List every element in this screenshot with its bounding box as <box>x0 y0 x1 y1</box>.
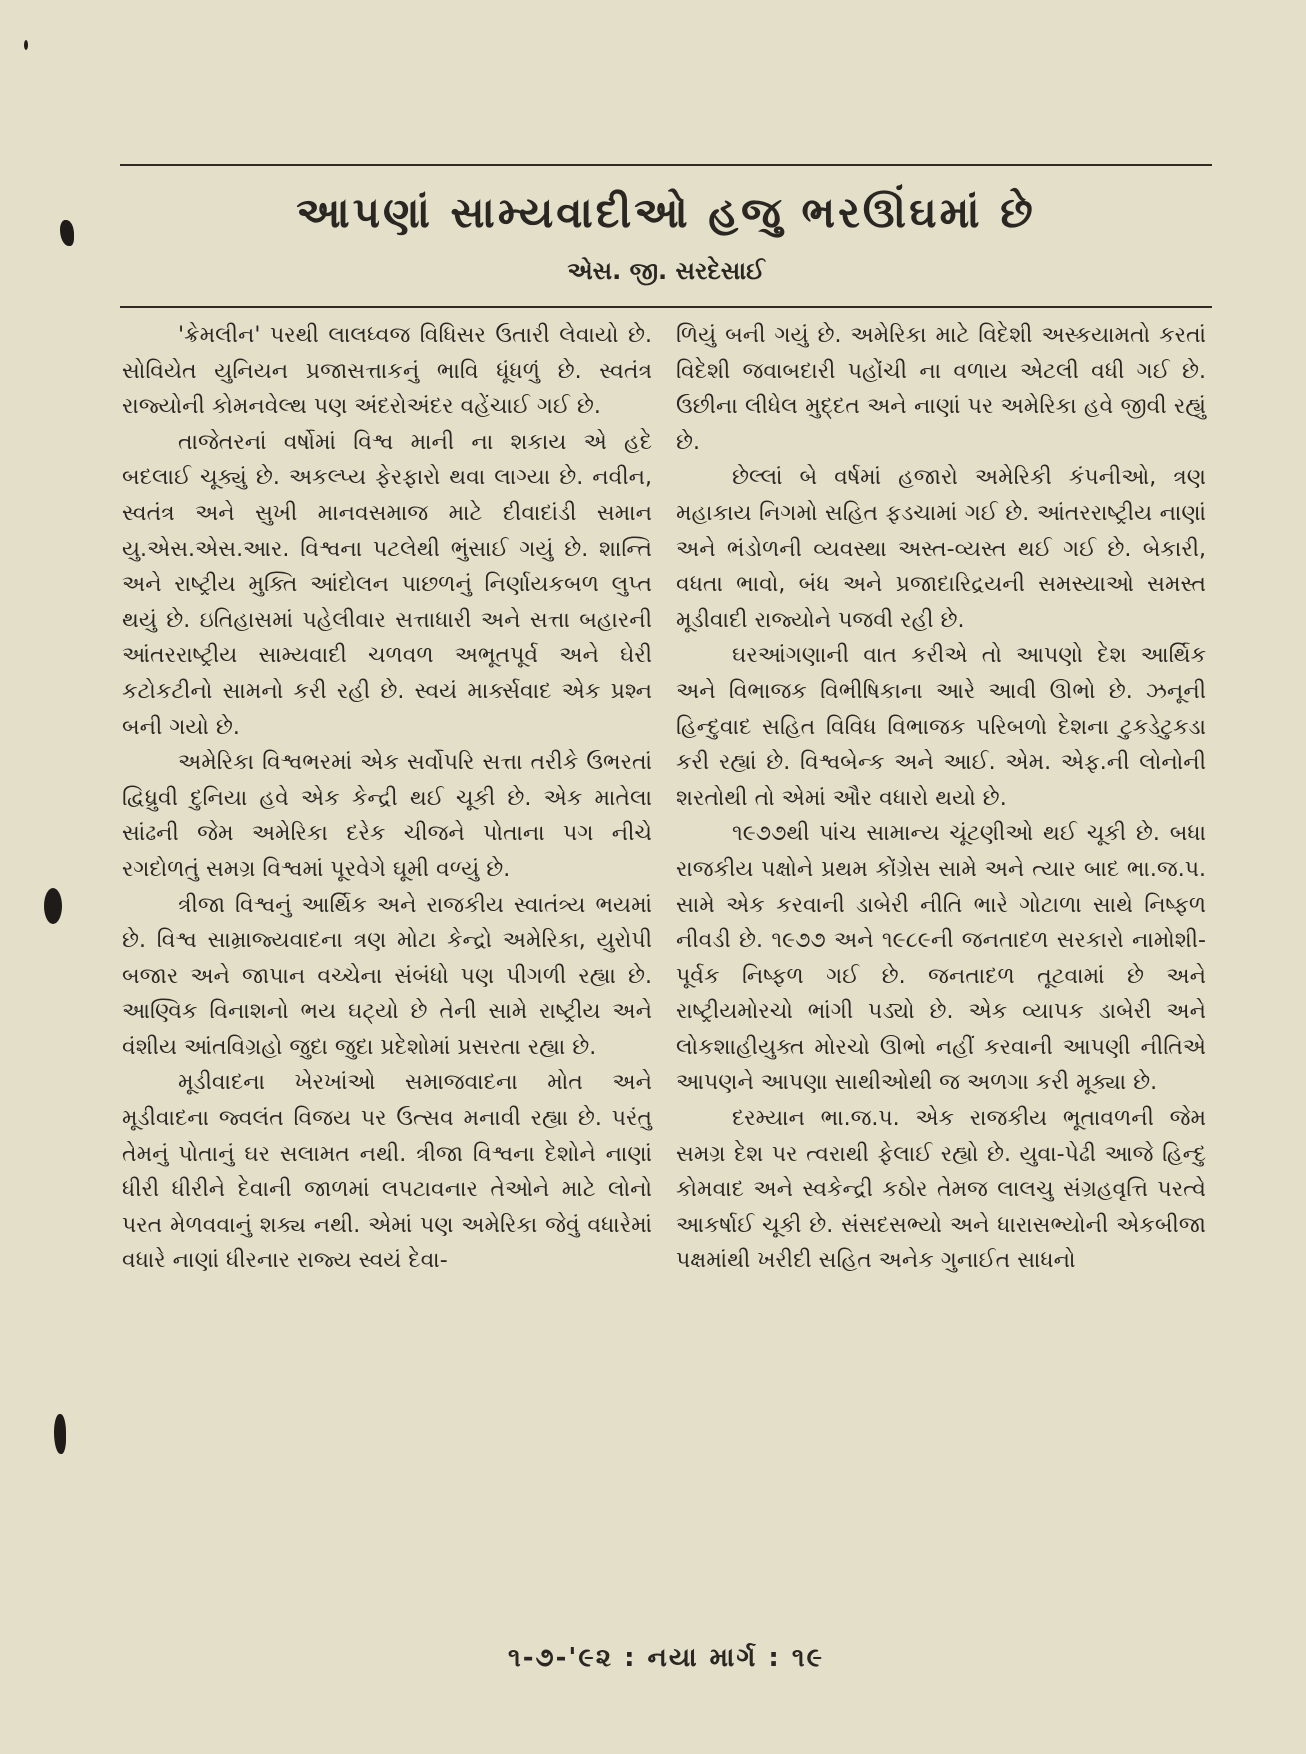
header-rule <box>120 306 1212 308</box>
paragraph: ૧૯૭૭થી પાંચ સામાન્ય ચૂંટણીઓ થઈ ચૂકી છે. બધા રાજકીય પક્ષોને પ્રથમ કોંગ્રેસ સામે અને ત્યાર બાદ ભા.જ.પ. સામે એક કરવાની ડાબેરી નીતિ ભારે ગોટાળા સાથે નિષ્ફળ નીવડી છે. ૧૯૭૭ અને ૧૯૮૯ની જનતાદળ સરકારો નામોશી-પૂર્વક નિષ્ફળ ગઈ છે. જનતાદળ તૂટવામાં છે અને રાષ્ટ્રીયમોરચો ભાંગી પડ્યો છે. એક વ્યાપક ડાબેરી અને લોકશાહીયુક્ત મોરચો ઊભો નહીં કરવાની આપણી નીતિએ આપણને આપણા સાથીઓથી જ અળગા કરી મૂક્યા છે. <box>676 821 1206 1096</box>
article-title: આપણાં સામ્યવાદીઓ હજુ ભરઊંઘમાં છે <box>296 188 1036 237</box>
ink-mark <box>60 220 74 246</box>
ink-mark <box>24 40 28 50</box>
paragraph: છેલ્લાં બે વર્ષમાં હજારો અમેરિકી કંપનીઓ, ત્રણ મહાકાય નિગમો સહિત ફડચામાં ગઈ છે. આંતરરાષ્ટ્રીય નાણાં અને ભંડોળની વ્યવસ્થા અસ્ત-વ્યસ્ત થઈ ગઈ છે. બેકારી, વધતા ભાવો, બંધ અને પ્રજાદારિદ્રયની સમસ્યાઓ સમસ્ત મૂડીવાદી રાજ્યોને પજવી રહી છે. <box>676 465 1206 633</box>
paragraph: ત્રીજા વિશ્વનું આર્થિક અને રાજકીય સ્વાતંત્ર્ય ભયમાં છે. વિશ્વ સામ્રાજ્યવાદના ત્રણ મોટા કેન્દ્રો અમેરિકા, યુરોપી બજાર અને જાપાન વચ્ચેના સંબંધો પણ પીગળી રહ્યા છે. આણ્વિક વિનાશનો ભય ઘટ્યો છે તેની સામે રાષ્ટ્રીય અને વંશીય આંતવિગ્રહો જુદા જુદા પ્રદેશોમાં પ્રસરતા રહ્યા છે. <box>122 892 652 1060</box>
left-column <box>122 318 652 1279</box>
paragraph: દરમ્યાન ભા.જ.પ. એક રાજકીય ભૂતાવળની જેમ સમગ્ર દેશ પર ત્વરાથી ફેલાઈ રહ્યો છે. યુવા-પેઢી આજે હિન્દુ કોમવાદ અને સ્વકેન્દ્રી કઠોર તેમજ લાલચુ સંગ્રહવૃત્તિ પરત્વે આકર્ષાઈ ચૂકી છે. સંસદસભ્યો અને ધારાસભ્યોની એકબીજા પક્ષમાંથી ખરીદી સહિત અનેક ગુનાઈત સાધનો <box>676 1106 1206 1274</box>
page-footer: ૧-૭-'૯૨ : નયા માર્ગ : ૧૯ <box>508 1643 824 1673</box>
paragraph: ળિયું બની ગયું છે. અમેરિકા માટે વિદેશી અસ્કયામતો કરતાં વિદેશી જવાબદારી પહોંચી ના વળાય એટલી વધી ગઈ છે. ઉછીના લીધેલ મુદ્દત અને નાણાં પર અમેરિકા હવે જીવી રહ્યું છે. <box>676 323 1206 455</box>
right-column <box>676 318 1206 1279</box>
article-author: એસ. જી. સરદેસાઈ <box>567 257 765 285</box>
paragraph: અમેરિકા વિશ્વભરમાં એક સર્વોપરિ સત્તા તરીકે ઉભરતાં દ્વિધ્રુવી દુનિયા હવે એક કેન્દ્રી થઈ ચૂકી છે. એક માતેલા સાંઢની જેમ અમેરિકા દરેક ચીજને પોતાના પગ નીચે રગદોળતું સમગ્ર વિશ્વમાં પૂરવેગે ઘૂમી વળ્યું છે. <box>122 750 652 882</box>
paragraph: મૂડીવાદના ખેરખાંઓ સમાજવાદના મોત અને મૂડીવાદના જ્વલંત વિજય પર ઉત્સવ મનાવી રહ્યા છે. પરંતુ તેમનું પોતાનું ઘર સલામત નથી. ત્રીજા વિશ્વના દેશોને નાણાં ધીરી ધીરીને દેવાની જાળમાં લપટાવનાર તેઓને માટે લોનો પરત મેળવવાનું શક્ય નથી. એમાં પણ અમેરિકા જેવું વધારેમાં વધારે નાણાં ધીરનાર રાજ્ય સ્વયં દેવા- <box>122 1070 652 1274</box>
top-rule <box>120 164 1212 166</box>
paragraph: 'ક્રેમલીન' પરથી લાલધ્વજ વિધિસર ઉતારી લેવાયો છે. સોવિયેત યુનિયન પ્રજાસત્તાકનું ભાવિ ધૂંધળું છે. સ્વતંત્ર રાજ્યોની કોમનવેલ્થ પણ અંદરોઅંદર વહેંચાઈ ગઈ છે. <box>122 323 652 420</box>
ink-mark <box>54 1414 66 1454</box>
paragraph: ઘરઆંગણાની વાત કરીએ તો આપણો દેશ આર્થિક અને વિભાજક વિભીષિકાના આરે આવી ઊભો છે. ઝનૂની હિન્દુવાદ સહિત વિવિધ વિભાજક પરિબળો દેશના ટુકડેટુકડા કરી રહ્યાં છે. વિશ્વબેન્ક અને આઈ. એમ. એફ.ની લોનોની શરતોથી તો એમાં ઔર વધારો થયો છે. <box>676 643 1206 811</box>
paragraph: તાજેતરનાં વર્ષોમાં વિશ્વ માની ના શકાય એ હદે બદલાઈ ચૂક્યું છે. અકલ્પ્ય ફેરફારો થવા લાગ્યા છે. નવીન, સ્વતંત્ર અને સુખી માનવસમાજ માટે દીવાદાંડી સમાન યુ.એસ.એસ.આર. વિશ્વના પટલેથી ભુંસાઈ ગયું છે. શાન્તિ અને રાષ્ટ્રીય મુક્તિ આંદોલન પાછળનું નિર્ણાયકબળ લુપ્ત થયું છે. ઇતિહાસમાં પહેલીવાર સત્તાધારી અને સત્તા બહારની આંતરરાષ્ટ્રીય સામ્યવાદી ચળવળ અભૂતપૂર્વ અને ઘેરી કટોકટીનો સામનો કરી રહી છે. સ્વયં માર્ક્સવાદ એક પ્રશ્ન બની ગયો છે. <box>122 429 652 740</box>
ink-mark <box>44 888 62 924</box>
